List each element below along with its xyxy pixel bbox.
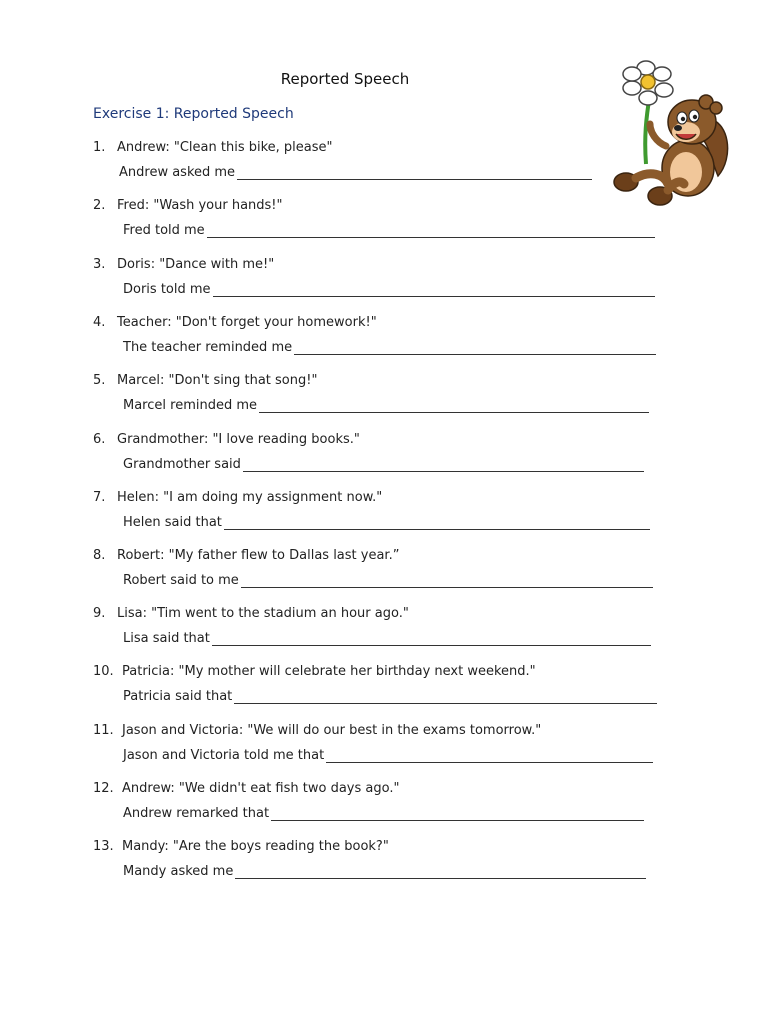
- item-number: 8.: [93, 548, 106, 563]
- exercise-item: [0, 257, 768, 315]
- answer-lead-text: Fred told me: [123, 223, 205, 238]
- answer-blank[interactable]: [243, 457, 644, 472]
- answer-line: [123, 223, 655, 238]
- answer-blank[interactable]: [207, 223, 655, 238]
- item-number: 5.: [93, 373, 106, 388]
- exercise-prompt: [93, 606, 409, 621]
- item-number: 10.: [93, 664, 114, 679]
- prompt-text: Teacher: "Don't forget your homework!": [117, 315, 377, 330]
- item-number: 11.: [93, 723, 114, 738]
- answer-lead-text: Lisa said that: [123, 631, 210, 646]
- prompt-text: Doris: "Dance with me!": [117, 257, 275, 272]
- exercise-item: [0, 664, 768, 722]
- prompt-text: Robert: "My father flew to Dallas last year.”: [117, 548, 400, 563]
- exercise-heading: Exercise 1: Reported Speech: [93, 106, 294, 122]
- answer-blank[interactable]: [271, 806, 644, 821]
- exercise-item: [0, 373, 768, 431]
- exercise-prompt: [93, 432, 360, 447]
- answer-lead-text: Patricia said that: [123, 689, 233, 704]
- answer-blank[interactable]: [237, 165, 592, 180]
- exercise-item: [0, 432, 768, 490]
- prompt-text: Andrew: "Clean this bike, please": [117, 140, 333, 155]
- exercise-item: [0, 723, 768, 781]
- exercise-prompt: [93, 548, 399, 563]
- exercise-prompt: [93, 723, 541, 738]
- answer-line: [123, 806, 644, 821]
- exercise-prompt: [93, 315, 377, 330]
- item-number: 3.: [93, 257, 106, 272]
- answer-blank[interactable]: [259, 398, 649, 413]
- prompt-text: Marcel: "Don't sing that song!": [117, 373, 318, 388]
- answer-lead-text: Andrew remarked that: [123, 806, 270, 821]
- answer-lead-text: Robert said to me: [123, 573, 239, 588]
- answer-blank[interactable]: [235, 864, 646, 879]
- exercise-prompt: [93, 781, 399, 796]
- answer-lead-text: The teacher reminded me: [123, 340, 293, 355]
- item-number: 2.: [93, 198, 106, 213]
- exercise-prompt: [93, 198, 283, 213]
- answer-line: [123, 748, 653, 763]
- answer-blank[interactable]: [326, 748, 653, 763]
- answer-line: [123, 689, 657, 704]
- exercise-item: [0, 490, 768, 548]
- answer-lead-text: Andrew asked me: [119, 165, 236, 180]
- exercise-prompt: [93, 373, 317, 388]
- exercise-prompt: [93, 140, 333, 155]
- prompt-text: Fred: "Wash your hands!": [117, 198, 283, 213]
- answer-blank[interactable]: [213, 282, 655, 297]
- answer-blank[interactable]: [241, 573, 653, 588]
- answer-blank[interactable]: [294, 340, 656, 355]
- prompt-text: Patricia: "My mother will celebrate her birthday next weekend.": [122, 664, 536, 679]
- answer-lead-text: Marcel reminded me: [123, 398, 257, 413]
- answer-lead-text: Helen said that: [123, 515, 222, 530]
- item-number: 7.: [93, 490, 106, 505]
- exercise-prompt: [93, 664, 536, 679]
- answer-line: [123, 631, 651, 646]
- answer-line: [123, 398, 649, 413]
- prompt-text: Grandmother: "I love reading books.": [117, 432, 360, 447]
- answer-blank[interactable]: [234, 689, 657, 704]
- exercise-item: [0, 198, 768, 256]
- answer-blank[interactable]: [224, 515, 650, 530]
- answer-lead-text: Grandmother said: [123, 457, 241, 472]
- exercise-prompt: [93, 839, 389, 854]
- exercise-item: [0, 781, 768, 839]
- prompt-text: Lisa: "Tim went to the stadium an hour ago.": [117, 606, 409, 621]
- exercise-item: [0, 315, 768, 373]
- answer-lead-text: Mandy asked me: [123, 864, 234, 879]
- answer-line: [123, 864, 646, 879]
- page-title: Reported Speech: [280, 70, 410, 88]
- answer-line: [123, 282, 655, 297]
- prompt-text: Helen: "I am doing my assignment now.": [117, 490, 383, 505]
- prompt-text: Mandy: "Are the boys reading the book?": [122, 839, 389, 854]
- exercise-item: [0, 548, 768, 606]
- prompt-text: Andrew: "We didn't eat fish two days ago.": [122, 781, 400, 796]
- exercise-item: [0, 606, 768, 664]
- answer-line: [123, 515, 650, 530]
- exercise-prompt: [93, 257, 274, 272]
- answer-lead-text: Doris told me: [123, 282, 211, 297]
- exercise-prompt: [93, 490, 382, 505]
- item-number: 13.: [93, 839, 114, 854]
- answer-line: [123, 340, 656, 355]
- item-number: 1.: [93, 140, 106, 155]
- answer-line: [123, 573, 653, 588]
- answer-line: [123, 457, 644, 472]
- item-number: 4.: [93, 315, 106, 330]
- exercise-item: [0, 140, 768, 198]
- exercise-item: [0, 839, 768, 897]
- item-number: 6.: [93, 432, 106, 447]
- answer-blank[interactable]: [212, 631, 651, 646]
- answer-lead-text: Jason and Victoria told me that: [123, 748, 325, 763]
- item-number: 12.: [93, 781, 114, 796]
- prompt-text: Jason and Victoria: "We will do our best in the exams tomorrow.": [122, 723, 542, 738]
- item-number: 9.: [93, 606, 106, 621]
- answer-line: [119, 165, 592, 180]
